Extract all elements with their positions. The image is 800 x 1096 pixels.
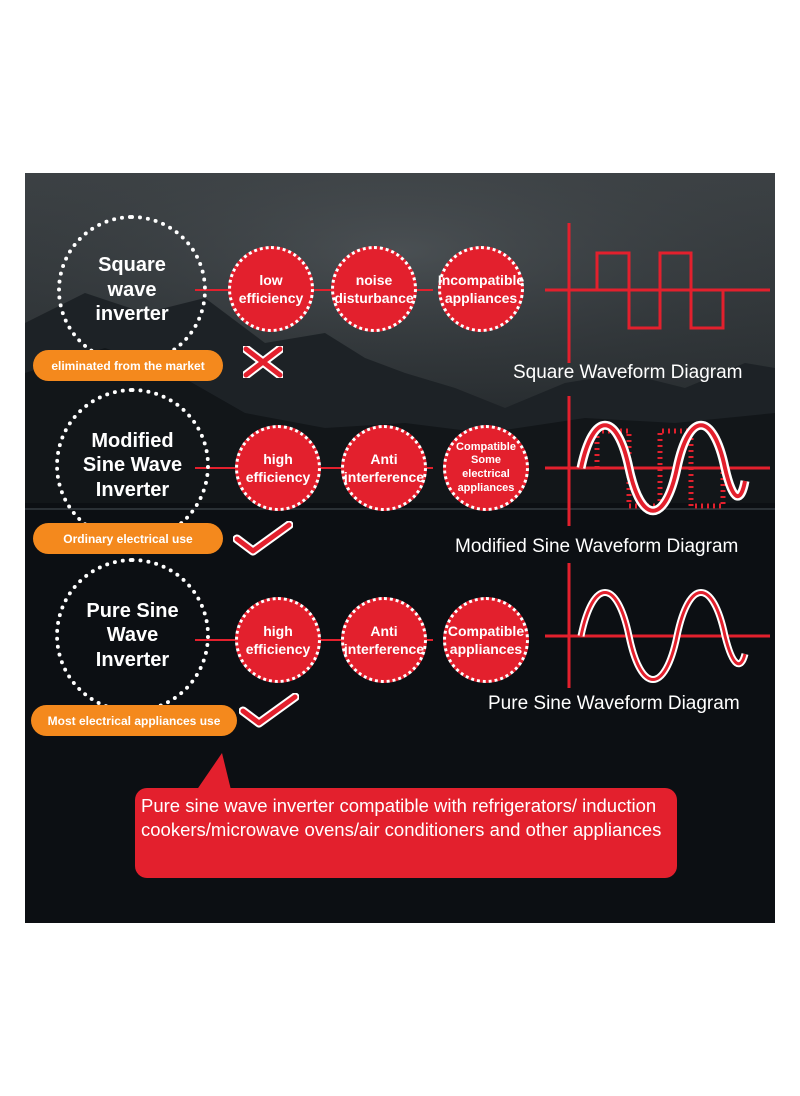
checkmark-icon [233, 521, 293, 557]
pure-sine-waveform-diagram [545, 558, 775, 688]
pure-sine-wave-inverter-circle [55, 558, 210, 713]
cross-icon [243, 346, 283, 378]
diagram-label: Square Waveform Diagram [513, 362, 743, 383]
feature-anti-interference: Anti interference [341, 425, 427, 511]
inverter-title: Square wave inverter [95, 254, 169, 326]
checkmark-icon [239, 693, 299, 729]
feature-compatible-some-appliances: Compatible Some electrical appliances [443, 425, 529, 511]
square-wave-inverter-circle [57, 215, 207, 365]
status-badge: Ordinary electrical use [33, 523, 223, 554]
infographic-panel [25, 173, 775, 923]
status-badge: eliminated from the market [33, 350, 223, 381]
modified-sine-wave-inverter-circle [55, 388, 210, 543]
diagram-label: Pure Sine Waveform Diagram [488, 693, 740, 714]
status-badge: Most electrical appliances use [31, 705, 237, 736]
inverter-title: Pure Sine Wave Inverter [86, 599, 179, 671]
feature-anti-interference: Anti interference [341, 597, 427, 683]
feature-high-efficiency: high efficiency [235, 597, 321, 683]
inverter-title: Modified Sine Wave Inverter [82, 429, 183, 501]
feature-noise-disturbance: noise disturbance [331, 246, 417, 332]
feature-high-efficiency: high efficiency [235, 425, 321, 511]
compatibility-note: Pure sine wave inverter compatible with refrigerators/ induction cookers/microwave ovens/air conditioners and other appliances [135, 788, 677, 878]
feature-compatible-appliances: Compatible appliances [443, 597, 529, 683]
feature-low-efficiency: low efficiency [228, 246, 314, 332]
square-waveform-diagram [545, 213, 775, 363]
feature-incompatible-appliances: Incompatible appliances [438, 246, 524, 332]
diagram-label: Modified Sine Waveform Diagram [455, 536, 739, 557]
modified-sine-waveform-diagram [545, 391, 775, 526]
